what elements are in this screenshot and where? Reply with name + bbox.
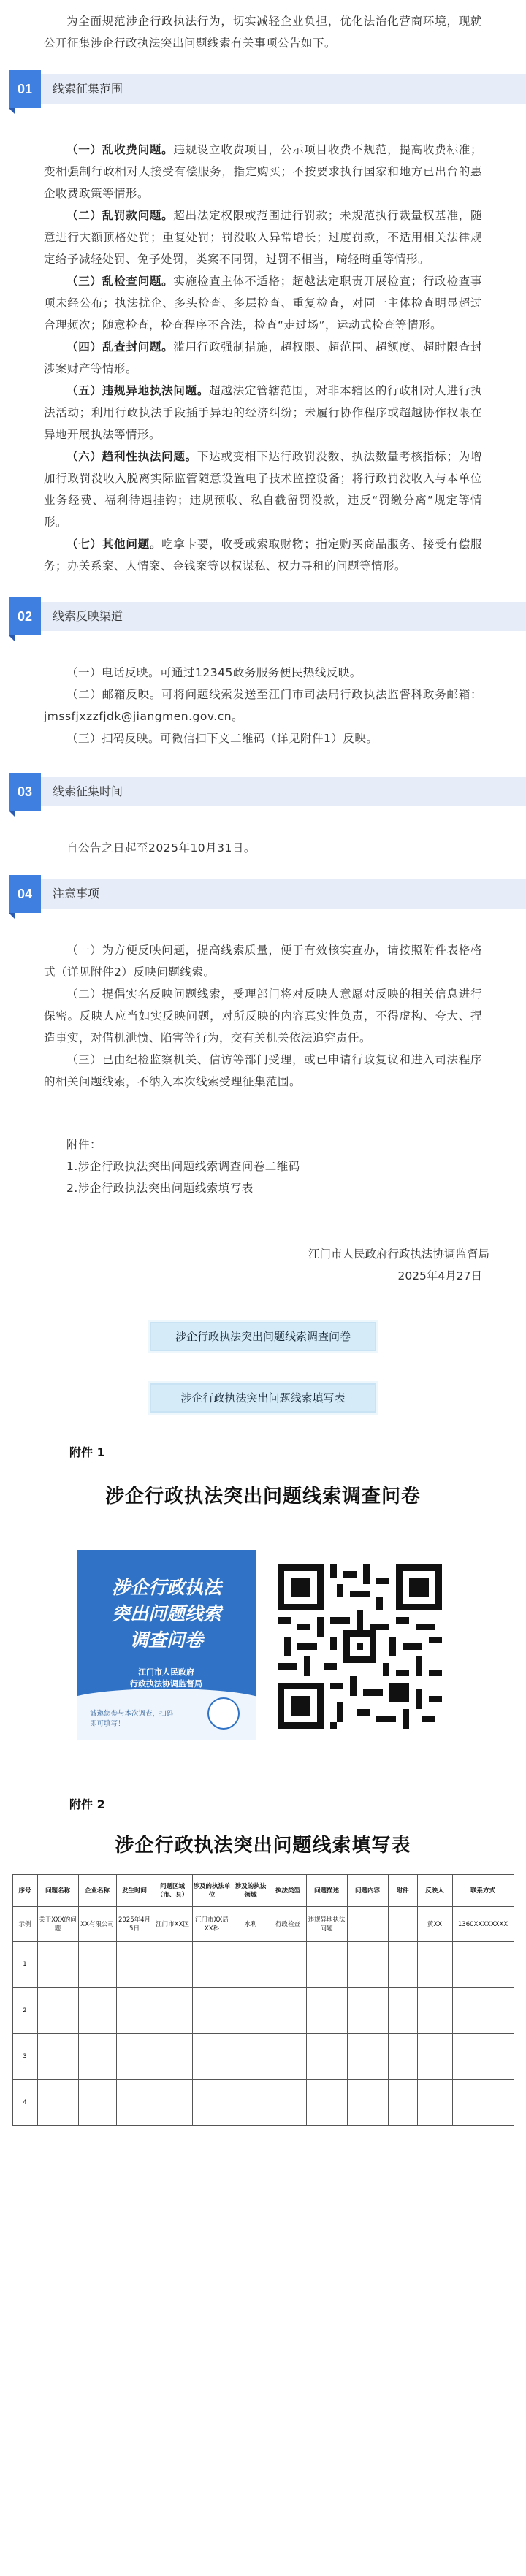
table-cell — [347, 1907, 388, 1942]
cover-org-line: 行政执法协调监督局 — [130, 1679, 202, 1689]
table-cell: 违规异地执法问题 — [306, 1907, 347, 1942]
scope-item-body: 下达或变相下达行政罚没数、执法数量考核指标；为增加行政罚没收入脱离实际监管随意设置电子技术监控设备；将行政罚没收入与本单位业务经费、福利待遇挂钩；违规预收、私自截留罚没款，违反“罚缴分离”规定等情形。 — [44, 450, 482, 529]
input-cell[interactable] — [452, 1988, 514, 2034]
scope-item-heading: （四）乱查封问题。 — [66, 340, 174, 353]
table-header-cell: 附件 — [388, 1875, 417, 1907]
scope-item — [0, 205, 526, 270]
table-header-cell: 序号 — [12, 1875, 37, 1907]
collection-time: 自公告之日起至2025年10月31日。 — [66, 841, 256, 855]
survey-link-button[interactable]: 涉企行政执法突出问题线索调查问卷 — [150, 1322, 376, 1351]
section-header-channels — [0, 597, 526, 635]
section-header-time — [0, 773, 526, 811]
survey-cover — [77, 1550, 256, 1740]
cover-hint: 诚邀您参与本次调查，扫码即可填写！ — [90, 1710, 174, 1728]
input-cell[interactable] — [452, 1942, 514, 1988]
cover-title-line: 调查问卷 — [129, 1629, 203, 1651]
section-title: 注意事项 — [53, 887, 100, 901]
signature-org: 江门市人民政府行政执法协调监督局 — [308, 1247, 489, 1261]
table-cell: 行政检查 — [270, 1907, 306, 1942]
input-cell[interactable] — [388, 1988, 417, 2034]
input-cell[interactable] — [306, 1942, 347, 1988]
input-cell[interactable] — [78, 2080, 116, 2126]
input-cell[interactable] — [192, 2034, 232, 2080]
input-cell[interactable] — [270, 1988, 306, 2034]
input-cell[interactable] — [153, 1942, 192, 1988]
input-cell[interactable] — [78, 1942, 116, 1988]
input-cell[interactable] — [37, 1988, 78, 2034]
table-header-cell: 涉及的执法单位 — [192, 1875, 232, 1907]
attachment-item: 2.涉企行政执法突出问题线索填写表 — [66, 1182, 254, 1195]
table-row — [12, 2034, 514, 2080]
table-header-cell: 问题内容 — [347, 1875, 388, 1907]
attachment-item: 1.涉企行政执法突出问题线索调查问卷二维码 — [66, 1160, 300, 1173]
table-cell — [388, 1907, 417, 1942]
table-cell: 1360XXXXXXXX — [452, 1907, 514, 1942]
scope-item-body: 实施检查主体不适格；超越法定职责开展检查；行政检查事项未经公布；执法扰企、多头检查、多层检查、重复检查，对同一主体检查明显超过合理频次；随意检查，检查程序不合法，检查“走过场”，运动式检查等情形。 — [44, 275, 482, 332]
scope-item-body: 违规设立收费项目，公示项目收费不规范，提高收费标准；变相强制行政相对人接受有偿服务，指定购买；不按要求执行国家和地方已出台的惠企收费政策等情形。 — [44, 143, 482, 200]
section-number: 04 — [9, 875, 41, 913]
scope-item-body: 超出法定权限或范围进行罚款；未规范执行裁量权基准，随意进行大额顶格处罚；重复处罚；罚没收入异常增长；过度罚款，不适用相关法律规定给予减轻处罚、免予处罚，类案不同罚，过罚不相当，畸轻畸重等情形。 — [44, 209, 482, 266]
input-cell[interactable] — [116, 1988, 153, 2034]
section-title: 线索征集范围 — [53, 82, 123, 96]
signature-date: 2025年4月27日 — [397, 1269, 482, 1283]
input-cell[interactable] — [388, 1942, 417, 1988]
input-cell[interactable] — [270, 2080, 306, 2126]
channel-scan: （三）扫码反映。可微信扫下文二维码（详见附件1）反映。 — [66, 732, 378, 745]
section-bar — [34, 879, 526, 909]
cover-org-line: 江门市人民政府 — [138, 1667, 194, 1677]
cover-title — [97, 1575, 236, 1654]
input-cell[interactable] — [270, 2034, 306, 2080]
form-link-button[interactable]: 涉企行政执法突出问题线索填写表 — [150, 1383, 376, 1413]
input-cell[interactable] — [306, 2080, 347, 2126]
table-cell: 关于XXX的问题 — [37, 1907, 78, 1942]
row-number-cell: 4 — [12, 2080, 37, 2126]
input-cell[interactable] — [78, 2034, 116, 2080]
input-cell[interactable] — [417, 2080, 452, 2126]
cover-title-line: 突出问题线索 — [111, 1603, 221, 1624]
channel-email: （二）邮箱反映。可将问题线索发送至江门市司法局行政执法监督科政务邮箱：jmssfjxzzfjdk@jiangmen.gov.cn。 — [44, 688, 482, 723]
table-header-cell: 反映人 — [417, 1875, 452, 1907]
input-cell[interactable] — [452, 2080, 514, 2126]
attachment2-title: 涉企行政执法突出问题线索填写表 — [115, 1835, 411, 1857]
scope-item-body: 吃拿卡要，收受或索取财物；指定购买商品服务、接受有偿服务；办关系案、人情案、金钱案等以权谋私、权力寻租的问题等情形。 — [44, 538, 482, 573]
input-cell[interactable] — [232, 1988, 270, 2034]
table-header-cell: 问题描述 — [306, 1875, 347, 1907]
table-header-cell: 问题区域（市、县） — [153, 1875, 192, 1907]
input-cell[interactable] — [388, 2080, 417, 2126]
scope-item-heading: （六）趋利性执法问题。 — [66, 450, 197, 463]
scope-item — [0, 533, 526, 577]
attachments-label: 附件： — [66, 1138, 102, 1151]
note-item: （二）提倡实名反映问题线索，受理部门将对反映人意愿对反映的相关信息进行保密。反映人应当如实反映问题，对所反映的内容真实性负责，不得虚构、夸大、捏造事实，对借机泄愤、陷害等行为，交有关机关依法追究责任。 — [44, 987, 482, 1044]
table-header-cell: 涉及的执法领域 — [232, 1875, 270, 1907]
table-cell: XX有限公司 — [78, 1907, 116, 1942]
table-cell: 示例 — [12, 1907, 37, 1942]
input-cell[interactable] — [153, 1988, 192, 2034]
input-cell[interactable] — [153, 2080, 192, 2126]
input-cell[interactable] — [388, 2034, 417, 2080]
section-title: 线索反映渠道 — [53, 609, 123, 623]
table-row-example — [12, 1907, 514, 1942]
note-item: （三）已由纪检监察机关、信访等部门受理，或已申请行政复议和进入司法程序的相关问题线索，不纳入本次线索受理征集范围。 — [44, 1053, 482, 1088]
scope-item-heading: （五）违规异地执法问题。 — [66, 384, 210, 397]
scope-item-body: 超越法定管辖范围，对非本辖区的行政相对人进行执法活动；利用行政执法手段插手异地的经济纠纷；未履行协作程序或超越协作权限在异地开展执法等情形。 — [44, 384, 482, 441]
section-number: 01 — [9, 70, 41, 108]
input-cell[interactable] — [116, 1942, 153, 1988]
channel-phone: （一）电话反映。可通过12345政务服务便民热线反映。 — [66, 666, 362, 679]
scope-item — [0, 270, 526, 336]
scope-item-body: 滥用行政强制措施，超权限、超范围、超额度、超时限查封涉案财产等情形。 — [44, 340, 482, 375]
table-cell: 2025年4月5日 — [116, 1907, 153, 1942]
attachment2-label: 附件 2 — [69, 1797, 105, 1811]
table-header-cell: 执法类型 — [270, 1875, 306, 1907]
input-cell[interactable] — [270, 1942, 306, 1988]
input-cell[interactable] — [417, 2034, 452, 2080]
input-cell[interactable] — [347, 2080, 388, 2126]
input-cell[interactable] — [417, 1988, 452, 2034]
scope-item-heading: （二）乱罚款问题。 — [66, 209, 174, 222]
scope-item-heading: （三）乱检查问题。 — [66, 275, 174, 288]
table-body — [12, 1907, 514, 2126]
input-cell[interactable] — [232, 2080, 270, 2126]
table-header-row — [12, 1875, 514, 1907]
survey-poster — [77, 1550, 449, 1740]
table-row — [12, 1988, 514, 2034]
section-number: 02 — [9, 597, 41, 635]
input-cell[interactable] — [153, 2034, 192, 2080]
cover-title-line: 涉企行政执法 — [111, 1577, 221, 1598]
qr-code-icon[interactable] — [278, 1564, 442, 1729]
input-cell[interactable] — [37, 2034, 78, 2080]
table-cell: 江门市XX区 — [153, 1907, 192, 1942]
scope-item — [0, 139, 526, 205]
scope-item — [0, 336, 526, 380]
input-cell[interactable] — [192, 2080, 232, 2126]
table-header-cell: 发生时间 — [116, 1875, 153, 1907]
input-cell[interactable] — [232, 2034, 270, 2080]
row-number-cell: 1 — [12, 1942, 37, 1988]
input-cell[interactable] — [417, 1942, 452, 1988]
scope-item — [0, 446, 526, 533]
section-number: 03 — [9, 773, 41, 811]
input-cell[interactable] — [116, 2080, 153, 2126]
row-number-cell: 2 — [12, 1988, 37, 2034]
scope-item — [0, 380, 526, 446]
input-cell[interactable] — [347, 1942, 388, 1988]
input-cell[interactable] — [192, 1988, 232, 2034]
input-cell[interactable] — [306, 2034, 347, 2080]
input-cell[interactable] — [192, 1942, 232, 1988]
input-cell[interactable] — [347, 1988, 388, 2034]
input-cell[interactable] — [37, 2080, 78, 2126]
clue-form-table — [12, 1874, 514, 2126]
attachment1-title: 涉企行政执法突出问题线索调查问卷 — [104, 1486, 421, 1507]
input-cell[interactable] — [37, 1942, 78, 1988]
row-number-cell: 3 — [12, 2034, 37, 2080]
intro-paragraph: 为全面规范涉企行政执法行为，切实减轻企业负担，优化法治化营商环境，现就公开征集涉企行政执法突出问题线索有关事项公告如下。 — [44, 15, 482, 50]
input-cell[interactable] — [306, 1988, 347, 2034]
scope-item-heading: （七）其他问题。 — [66, 538, 162, 551]
table-row — [12, 2080, 514, 2126]
input-cell[interactable] — [78, 1988, 116, 2034]
input-cell[interactable] — [116, 2034, 153, 2080]
scope-list — [0, 139, 526, 577]
attachment1-label: 附件 1 — [69, 1445, 105, 1459]
table-header-cell: 问题名称 — [37, 1875, 78, 1907]
table-cell: 黄XX — [417, 1907, 452, 1942]
table-header-cell: 联系方式 — [452, 1875, 514, 1907]
section-title: 线索征集时间 — [53, 784, 123, 798]
scope-item-heading: （一）乱收费问题。 — [66, 143, 174, 156]
table-row — [12, 1942, 514, 1988]
table-header-cell: 企业名称 — [78, 1875, 116, 1907]
input-cell[interactable] — [232, 1942, 270, 1988]
table-cell: 江门市XX局XX科 — [192, 1907, 232, 1942]
note-item: （一）为方便反映问题，提高线索质量，便于有效核实查办，请按照附件表格格式（详见附件2）反映问题线索。 — [44, 944, 482, 979]
input-cell[interactable] — [452, 2034, 514, 2080]
section-header-scope — [0, 70, 526, 108]
mini-program-code-icon — [207, 1697, 240, 1730]
input-cell[interactable] — [347, 2034, 388, 2080]
section-header-notes — [0, 875, 526, 913]
table-cell: 水利 — [232, 1907, 270, 1942]
